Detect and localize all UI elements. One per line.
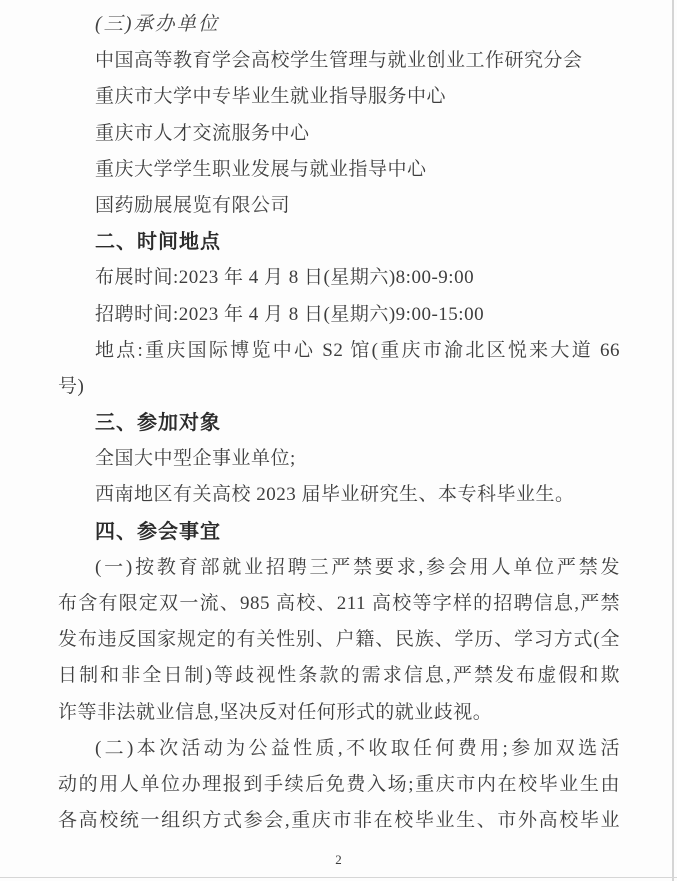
text-line: 重庆市大学中专毕业生就业指导服务中心: [95, 86, 447, 108]
text-line: 重庆市人才交流服务中心: [95, 122, 310, 144]
text-line: (二)本次活动为公益性质,不收取任何费用;参加双选活: [95, 737, 620, 759]
section-heading: 四、参会事宜: [95, 520, 221, 543]
text-line: 国药励展展览有限公司: [95, 194, 291, 216]
text-line: (三)承办单位: [95, 14, 220, 35]
text-line: 各高校统一组织方式参会,重庆市非在校毕业生、市外高校毕业: [58, 810, 620, 832]
text-line: 号): [58, 375, 85, 397]
text-line: 中国高等教育学会高校学生管理与就业创业工作研究分会: [95, 50, 583, 72]
text-line: (一)按教育部就业招聘三严禁要求,参会用人单位严禁发: [95, 556, 620, 578]
scan-edge-bottom: [0, 877, 677, 878]
text-line: 地点:重庆国际博览中心 S2 馆(重庆市渝北区悦来大道 66: [95, 339, 620, 361]
text-line: 动的用人单位办理报到手续后免费入场;重庆市内在校毕业生由: [58, 773, 620, 795]
text-line: 西南地区有关高校 2023 届毕业研究生、本专科毕业生。: [95, 484, 575, 506]
text-line: 日制和非全日制)等歧视性条款的需求信息,严禁发布虚假和欺: [58, 665, 620, 687]
scan-edge-right: [672, 0, 674, 881]
text-line: 全国大中型企事业单位;: [95, 448, 296, 470]
document-body: [58, 7, 620, 839]
text-line: 招聘时间:2023 年 4 月 8 日(星期六)9:00-15:00: [95, 303, 485, 325]
text-line: 布展时间:2023 年 4 月 8 日(星期六)8:00-9:00: [95, 267, 475, 289]
text-line: 发布违反国家规定的有关性别、户籍、民族、学历、学习方式(全: [58, 629, 620, 651]
section-heading: 二、时间地点: [95, 231, 221, 254]
section-heading: 三、参加对象: [95, 412, 221, 435]
text-line: 重庆大学学生职业发展与就业指导中心: [95, 158, 427, 180]
text-line: 诈等非法就业信息,坚决反对任何形式的就业歧视。: [58, 701, 493, 723]
page-number: 2: [335, 852, 342, 867]
text-line: 布含有限定双一流、985 高校、211 高校等字样的招聘信息,严禁: [58, 593, 620, 614]
